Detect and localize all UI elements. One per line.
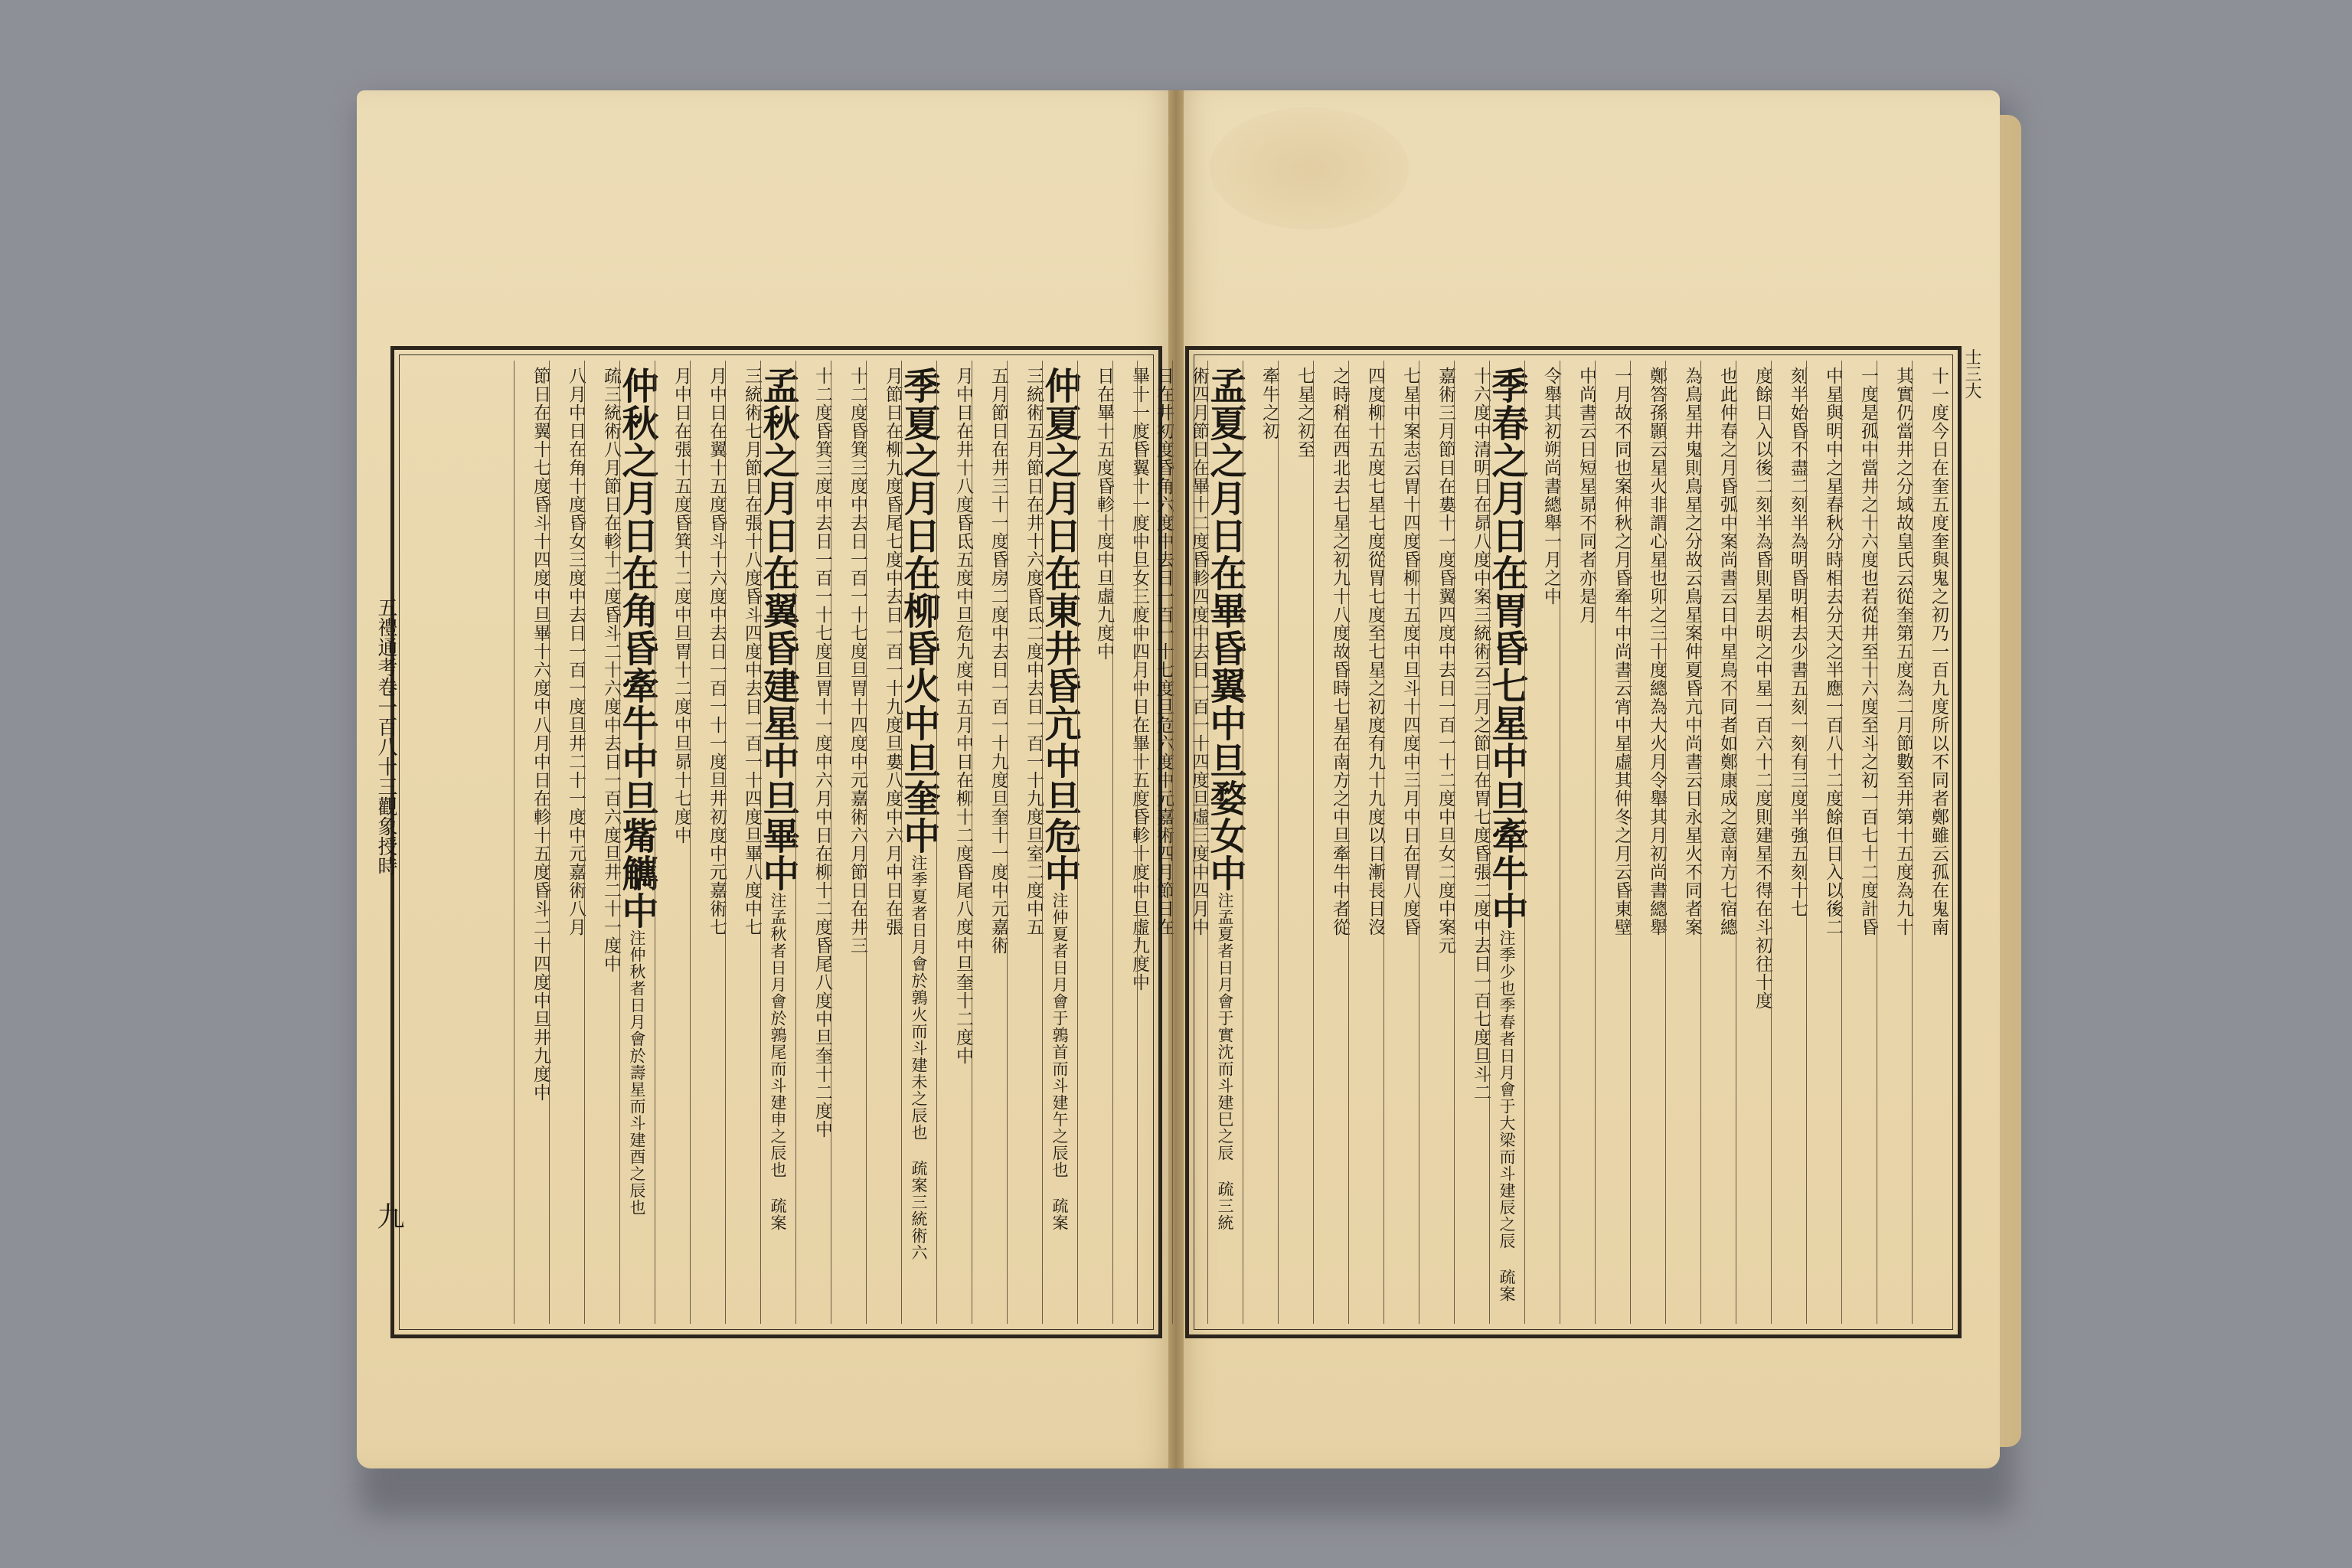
commentary-text: 十二度昏箕三度中去日一百一十七度旦胃十一度中六月中日在柳十二度昏尾八度中旦奎十二度中 [812,367,832,1138]
commentary-text: 十六度中清明日在昴八度中案三統術云三月之節日在胃七度昏張二度中去日一百七度旦斗二 [1471,367,1491,1102]
commentary-text: 術四月節日在畢十二度昏軫四度中去日一百一十四度旦虛三度中四月中 [1189,367,1209,936]
commentary-text: 中尚書云日短星昴不同者亦是月 [1576,367,1596,624]
right-column [1137,361,1172,1324]
right-column [1524,361,1560,1324]
commentary-text: 八月中日在角十度昏女三度中去日一百一度旦井二十一度中元嘉術八月 [566,367,586,936]
commentary-text: 五月節日在井三十一度昏房二度中去日一百一十九度旦奎十一度中元嘉術 [988,367,1008,955]
commentary-text: 十一度今日在奎五度奎與鬼之初乃一百九度所以不同者鄭雖云孤在鬼南 [1929,367,1949,936]
folio-number-left: 九 [373,1202,404,1230]
classic-text: 孟秋之月日在翼昏建星中旦畢中 [756,367,799,892]
commentary-text: 嘉術三月節日在婁十一度昏翼四度中去日一百一十二度中旦女二度中案元 [1436,367,1455,955]
right-column [1313,361,1348,1324]
left-column [756,361,799,1324]
folio-number-right: 士三大 [1962,348,1981,399]
classic-text: 季夏之月日在柳昏火中旦奎中 [897,367,940,854]
right-text-frame [1154,346,1962,1338]
annotation-text: 注仲秋者日月會於壽星而斗建酉之辰也 [628,929,646,1216]
left-column [897,361,940,1324]
left-column [1077,361,1112,1324]
left-text-frame [390,346,1162,1338]
commentary-text: 畢十一度昏翼十一度中旦女三度中四月中日在畢十五度昏軫十度中旦虛九度中 [1129,367,1149,991]
water-stain [1210,107,1409,230]
commentary-text: 節日在翼十七度昏斗十四度中旦畢十六度中八月中日在軫十五度昏斗二十四度中旦井九度中 [531,367,550,1102]
commentary-text: 也此仲春之月昏弧中案尚書云日中星鳥不同者如鄭康成之意南方七宿總 [1717,367,1737,936]
left-column [655,361,690,1324]
classic-text: 季春之月日在胃昏七星中旦牽牛中 [1485,367,1528,929]
commentary-text: 七星之初至 [1295,367,1315,459]
commentary-text: 鄭答孫顥云星火非謂心星也卯之三十度總為大火月令舉其月初尚書總舉 [1647,367,1667,936]
commentary-text: 日在畢十五度昏軫十度中旦虛九度中 [1094,367,1114,661]
annotation-text: 注孟夏者日月會于實沈而斗建巳之辰 疏三統 [1216,892,1234,1231]
commentary-text: 為鳥星井鬼則鳥星之分故云鳥星案仲夏昏亢中尚書云日永星火不同者案 [1682,367,1702,936]
commentary-text: 四度柳十五度七星七度從胃七度至七星之初度有九十九度以日漸長日沒 [1365,367,1385,936]
commentary-text: 十二度昏箕三度中去日一百一十七度旦胃十四度中元嘉術六月節日在井三 [848,367,867,955]
right-column [1419,361,1454,1324]
right-column [1630,361,1665,1324]
left-column [514,361,549,1324]
right-text-columns [1154,361,1949,1324]
commentary-text: 中星與明中之星春秋分時相去分天之半應一百八十二度餘但日入以後二 [1823,367,1843,936]
commentary-text: 牽牛之初 [1259,367,1279,440]
banxin-title: 五禮通考卷一百八十三觀象授時 [374,597,397,876]
left-column [936,361,972,1324]
left-column [690,361,725,1324]
commentary-text: 疏三統術八月節日在軫十二度昏斗二十六度中去日一百六度旦井二十一度中 [601,367,621,973]
left-column [972,361,1007,1324]
right-column [1560,361,1595,1324]
annotation-text: 注季少也季春者日月會于大梁而斗建辰之辰 疏案 [1498,929,1516,1302]
right-column [1806,361,1841,1324]
annotation-text: 注仲夏者日月會于鶉首而斗建午之辰也 疏案 [1050,892,1069,1231]
commentary-text: 三統術五月節日在井十六度昏氐二度中去日一百一十九度旦室二度中五 [1024,367,1044,936]
commentary-text: 其實仍當井之分域故皇氏云從奎第五度為二月節數至井第十五度為九十 [1893,367,1913,936]
right-column [1877,361,1912,1324]
left-column [1038,361,1081,1324]
commentary-text: 之時稍在西北去七星之初九十八度故昏時七星在南方之中旦牽牛中者從 [1330,367,1350,936]
classic-text: 孟夏之月日在畢昏翼中旦婺女中 [1204,367,1246,892]
classic-text: 仲秋之月日在角昏牽牛中旦觜觽中 [616,367,658,929]
left-column [584,361,619,1324]
commentary-text: 日在井初度昏角六度中去日一百一十七度旦危六度中元嘉術四月節日在 [1154,367,1174,936]
right-column [1172,361,1207,1324]
commentary-text: 月節日在柳九度昏尾七度中去日一百一十九度旦婁八度中六月中日在張 [883,367,903,936]
right-column [1348,361,1383,1324]
right-column [1383,361,1419,1324]
commentary-text: 令舉其初朔尚書總舉一月之中 [1541,367,1561,606]
left-column [1007,361,1042,1324]
right-column [1700,361,1736,1324]
right-column [1665,361,1700,1324]
commentary-text: 一度是孤中當井之十六度也若從井至十六度至斗之初一百七十二度計昏 [1858,367,1878,936]
right-column [1485,361,1528,1324]
left-column [549,361,584,1324]
left-text-columns [405,361,1148,1324]
left-column [795,361,831,1324]
annotation-text: 注季夏者日月會於鶉火而斗建未之辰也 疏案三統術六 [910,854,928,1261]
right-column [1771,361,1806,1324]
commentary-text: 月中日在翼十五度昏斗十六度中去日一百一十一度旦井初度中元嘉術七 [707,367,727,936]
classic-text: 仲夏之月日在東井昏亢中旦危中 [1038,367,1081,892]
right-column [1736,361,1771,1324]
commentary-text: 月中日在井十八度昏氐五度中旦危九度中五月中日在柳十二度昏尾八度中旦奎十二度中 [953,367,973,1065]
right-column [1454,361,1489,1324]
left-column [616,361,658,1324]
left-column [831,361,866,1324]
commentary-text: 三統術七月節日在張十八度昏斗四度中去日一百一十四度旦畢八度中七 [742,367,762,936]
right-column [1595,361,1630,1324]
right-column [1243,361,1278,1324]
right-column [1278,361,1313,1324]
left-column [866,361,901,1324]
right-column [1204,361,1246,1324]
commentary-text: 月中日在張十五度昏箕十二度中旦胃十二度中旦昴十七度中 [671,367,691,844]
annotation-text: 注孟秋者日月會於鶉尾而斗建申之辰也 疏案 [769,892,787,1231]
right-column [1841,361,1877,1324]
commentary-text: 一月故不同也案仲秋之月昏牽牛中尚書云宵中星虛其仲冬之月云昏東壁 [1612,367,1632,936]
left-column [725,361,760,1324]
commentary-text: 刻半始昏不盡二刻半為明昏明相去少書五刻一刻有三度半強五刻十七 [1788,367,1808,918]
commentary-text: 度餘日入以後二刻半為昏則星去明之中星一百六十二度則建星不得在斗初往十度 [1753,367,1772,1010]
right-column [1912,361,1947,1324]
commentary-text: 七星中案志云胃十四度昏柳十五度中旦斗十四度中三月中日在胃八度昏 [1400,367,1420,936]
